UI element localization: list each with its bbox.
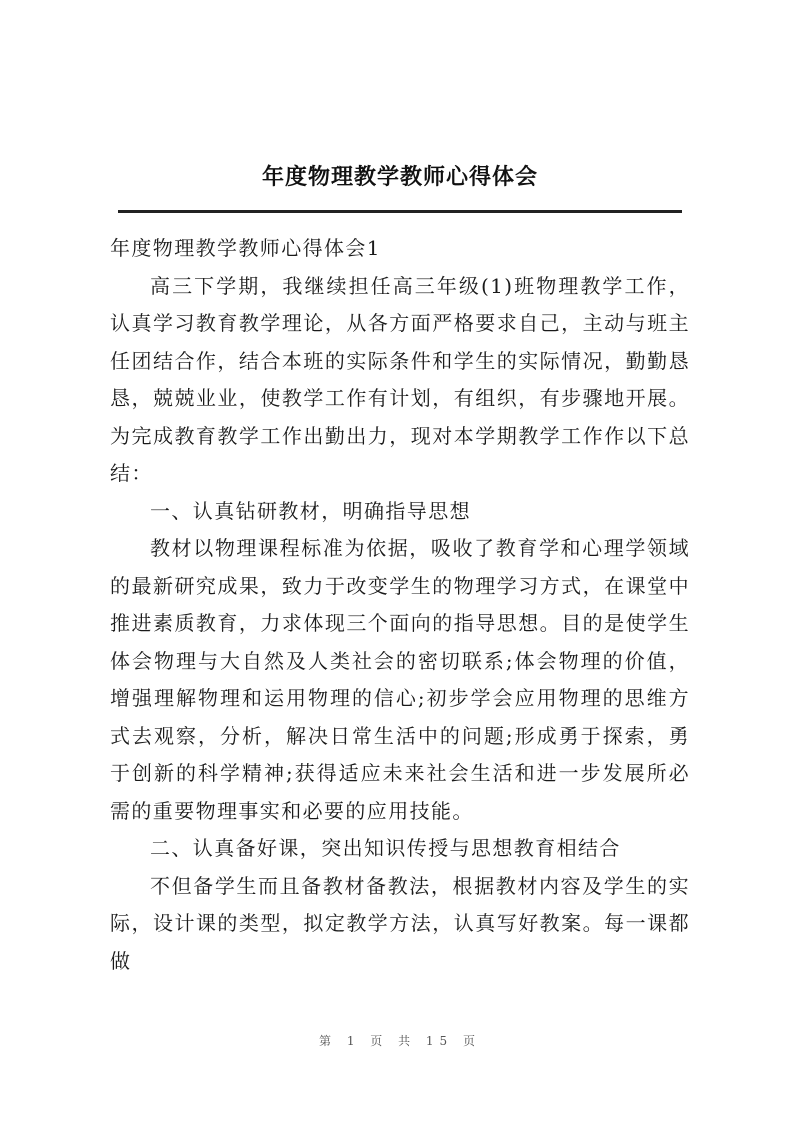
paragraph-intro: 高三下学期，我继续担任高三年级(1)班物理教学工作，认真学习教育教学理论，从各方面严格要求自己，主动与班主任团结合作，结合本班的实际条件和学生的实际情况，勤勤恳恳，兢兢业业，使教学工作有计划，有组织，有步骤地开展。为完成教育教学工作出勤出力，现对本学期教学工作作以下总结： [110, 273, 690, 485]
section-heading-2: 二、认真备好课，突出知识传授与思想教育相结合 [150, 836, 621, 860]
title-divider [118, 210, 682, 213]
section-heading-1: 一、认真钻研教材，明确指导思想 [150, 498, 471, 523]
page-number-footer: 第 1 页 共 15 页 [319, 1034, 481, 1048]
page-title: 年度物理教学教师心得体会 [261, 165, 538, 190]
paragraph-section-2: 不但备学生而且备教材备教法，根据教材内容及学生的实际，设计课的类型，拟定教学方法，认真写好教案。每一课都做 [110, 873, 690, 973]
document-body [110, 230, 690, 980]
document-subtitle: 年度物理教学教师心得体会1 [110, 236, 381, 260]
paragraph-section-1: 教材以物理课程标准为依据，吸收了教育学和心理学领域的最新研究成果，致力于改变学生的物理学习方式，在课堂中推进素质教育，力求体现三个面向的指导思想。目的是使学生体会物理与大自然及人类社会的密切联系;体会物理的价值，增强理解物理和运用物理的信心;初步学会应用物理的思维方式去观察，分析，解决日常生活中的问题;形成勇于探索，勇于创新的科学精神;获得适应未来社会生活和进一步发展所必需的重要物理事实和必要的应用技能。 [110, 536, 690, 823]
